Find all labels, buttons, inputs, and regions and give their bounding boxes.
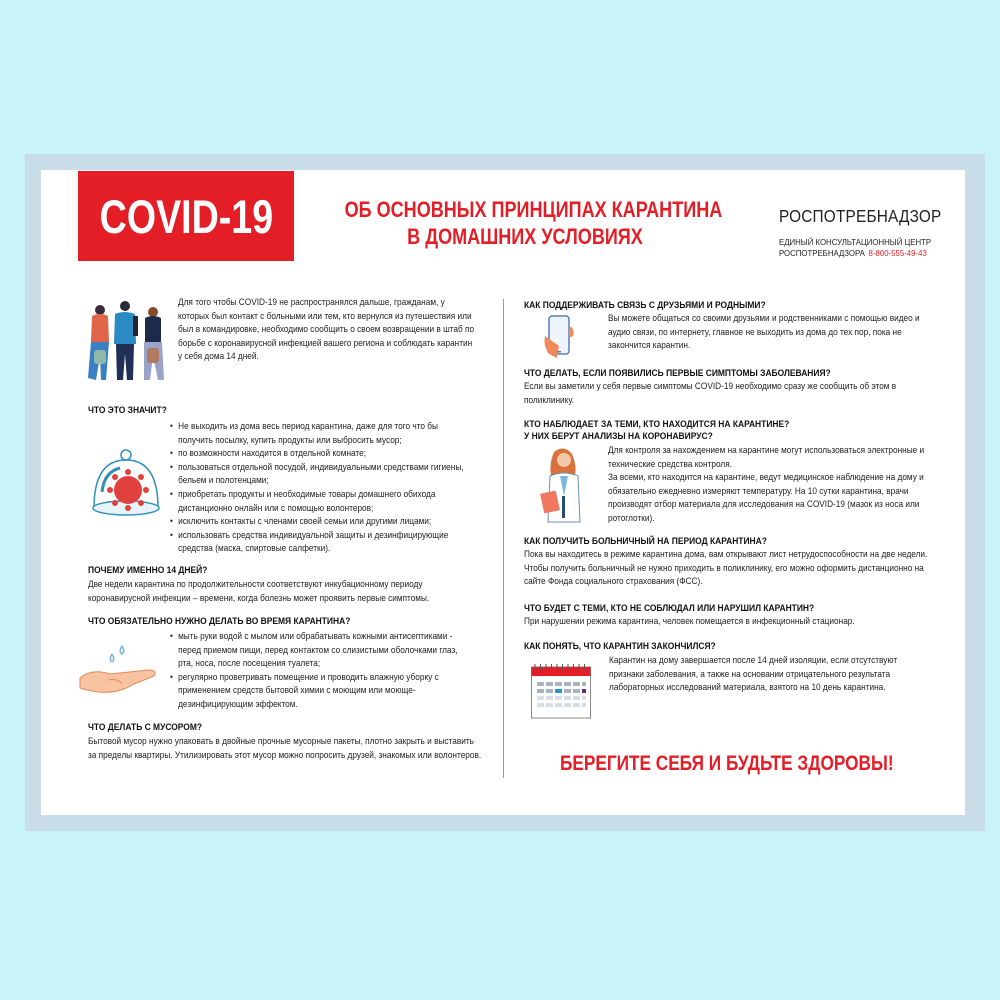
hand-with-water-drops-icon xyxy=(78,640,162,696)
title-line-1: ОБ ОСНОВНЫХ ПРИНЦИПАХ КАРАНТИНА xyxy=(344,197,723,222)
title-line-2: В ДОМАШНИХ УСЛОВИЯХ xyxy=(407,224,643,249)
violation-text: При нарушении режима карантина, человек помещается в инфекционный стационар. xyxy=(524,616,855,626)
doctor-with-clipboard-icon xyxy=(540,446,586,526)
monitoring-text xyxy=(608,444,932,526)
calendar-icon xyxy=(531,663,591,719)
covid-badge xyxy=(78,171,294,261)
heading-must-do: ЧТО ОБЯЗАТЕЛЬНО НУЖНО ДЕЛАТЬ ВО ВРЕМЯ КАРАНТИНА? xyxy=(88,616,351,627)
heading-why-14-days: ПОЧЕМУ ИМЕННО 14 ДНЕЙ? xyxy=(88,565,208,576)
people-with-backpacks-icon xyxy=(78,298,168,386)
org-contact xyxy=(779,237,931,258)
why-14-days-text: Две недели карантина по продолжительности соответствуют инкубационному периоду коронавирусной инфекции – времени, когда болезнь может проявить первые симптомы. xyxy=(88,579,430,603)
heading-violation: ЧТО БУДЕТ С ТЕМИ, КТО НЕ СОБЛЮДАЛ ИЛИ НАРУШИЛ КАРАНТИН? xyxy=(524,603,815,614)
heading-symptoms: ЧТО ДЕЛАТЬ, ЕСЛИ ПОЯВИЛИСЬ ПЕРВЫЕ СИМПТОМЫ ЗАБОЛЕВАНИЯ? xyxy=(524,368,831,379)
sick-leave-text: Пока вы находитесь в режиме карантина дома, вам открывают лист нетрудоспособности на две недели. Чтобы получить больничный не нужно приходить в поликлинику, его можно оформить дистанционно на сайте Фонда социального страхования (ФСС). xyxy=(524,549,928,587)
slogan: БЕРЕГИТЕ СЕБЯ И БУДЬТЕ ЗДОРОВЫ! xyxy=(560,752,894,775)
list-item: • исключить контакты с членами своей семьи или другими лицами; xyxy=(178,515,467,529)
heading-monitoring-2: У НИХ БЕРУТ АНАЛИЗЫ НА КОРОНАВИРУС? xyxy=(524,431,713,442)
heading-sick-leave: КАК ПОЛУЧИТЬ БОЛЬНИЧНЫЙ НА ПЕРИОД КАРАНТИНА? xyxy=(524,536,767,547)
covid-badge-text: COVID-19 xyxy=(99,189,273,243)
monitoring-text-2: За всеми, кто находится на карантине, ведут медицинское наблюдение на дому и обязательно ежедневно измеряют температуру. На 10 сутки карантина, врачи производят отбор материала для исследования на COVID-19 (мазок из носа или ротоглотки). xyxy=(608,472,924,523)
contact-text: Вы можете общаться со своими друзьями и родственниками с помощью видео и аудио связи, по интернету, главное не выходить из дома до тех пор, пока не закончится карантин. xyxy=(608,313,920,351)
column-divider xyxy=(503,299,504,778)
list-item: • по возможности находится в отдельной комнате; xyxy=(178,447,467,461)
heading-contact: КАК ПОДДЕРЖИВАТЬ СВЯЗЬ С ДРУЗЬЯМИ И РОДНЫМИ? xyxy=(524,300,766,311)
list-item: • Не выходить из дома весь период карантина, даже для того что бы получить посылку, купить продукты или выбросить мусор; xyxy=(178,420,467,447)
must-do-list xyxy=(170,630,472,712)
org-name: РОСПОТРЕБНАДЗОР xyxy=(779,206,942,226)
intro-text: Для того чтобы COVID-19 не распространялся дальше, гражданам, у которых был контакт с больными или тем, кто вернулся из путешествия или был в командировке, необходимо сообщить о своем возвращении в штаб по борьбе с коронавирусной инфекцией вашего региона и соблюдать карантин у себя дома 14 дней. xyxy=(178,297,475,362)
heading-trash: ЧТО ДЕЛАТЬ С МУСОРОМ? xyxy=(88,722,203,733)
list-item: • мыть руки водой с мылом или обрабатывать кожными антисептиками - перед приемом пищи, перед контактом со слизистыми оболочками глаз, рта, носа, после посещения туалета; xyxy=(178,630,471,671)
list-item: • использовать средства индивидуальной защиты и дезинфицирующие средства (маска, спиртовые салфетки). xyxy=(178,529,467,556)
meaning-list xyxy=(170,420,467,556)
org-sub-line-2: РОСПОТРЕБНАДЗОРА xyxy=(779,247,865,258)
heading-monitoring-1: КТО НАБЛЮДАЕТ ЗА ТЕМИ, КТО НАХОДИТСЯ НА КАРАНТИНЕ? xyxy=(524,419,790,430)
hotline-phone[interactable]: 8-800-555-49-43 xyxy=(868,247,927,258)
virus-under-glass-dome-icon xyxy=(86,446,166,520)
trash-text: Бытовой мусор нужно упаковать в двойные прочные мусорные пакеты, плотно закрыть и выставить за пределы квартиры. Утилизировать этот мусор можно попросить друзей, знакомых или волонтеров. xyxy=(88,736,482,760)
list-item: • приобретать продукты и необходимые товары домашнего обихода дистанционно онлайн или с помощью волонтеров; xyxy=(178,488,467,515)
org-sub-line-1: ЕДИНЫЙ КОНСУЛЬТАЦИОННЫЙ ЦЕНТР xyxy=(779,237,932,247)
symptoms-text: Если вы заметили у себя первые симптомы COVID-19 необходимо сразу же сообщить об этом в поликлинику. xyxy=(524,381,897,405)
list-item: • регулярно проветривать помещение и проводить влажную уборку с применением средств бытовой химии с моющим или моюще-дезинфицирующим эффектом. xyxy=(178,671,471,712)
page-title xyxy=(344,196,723,250)
heading-quarantine-end: КАК ПОНЯТЬ, ЧТО КАРАНТИН ЗАКОНЧИЛСЯ? xyxy=(524,641,716,652)
monitoring-text-1: Для контроля за нахождением на карантине могут использоваться электронные и технические средства контроля. xyxy=(608,445,925,469)
list-item: • пользоваться отдельной посудой, индивидуальными средствами гигиены, бельем и полотенцами; xyxy=(178,461,467,488)
quarantine-end-text: Карантин на дому завершается после 14 дней изоляции, если отсутствуют признаки заболевания, а также на основании отрицательного результата лабораторных исследований материала, взятого на 10 день карантина. xyxy=(609,655,898,693)
heading-what-it-means: ЧТО ЭТО ЗНАЧИТ? xyxy=(88,405,167,416)
smartphone-in-hand-icon xyxy=(543,314,579,360)
